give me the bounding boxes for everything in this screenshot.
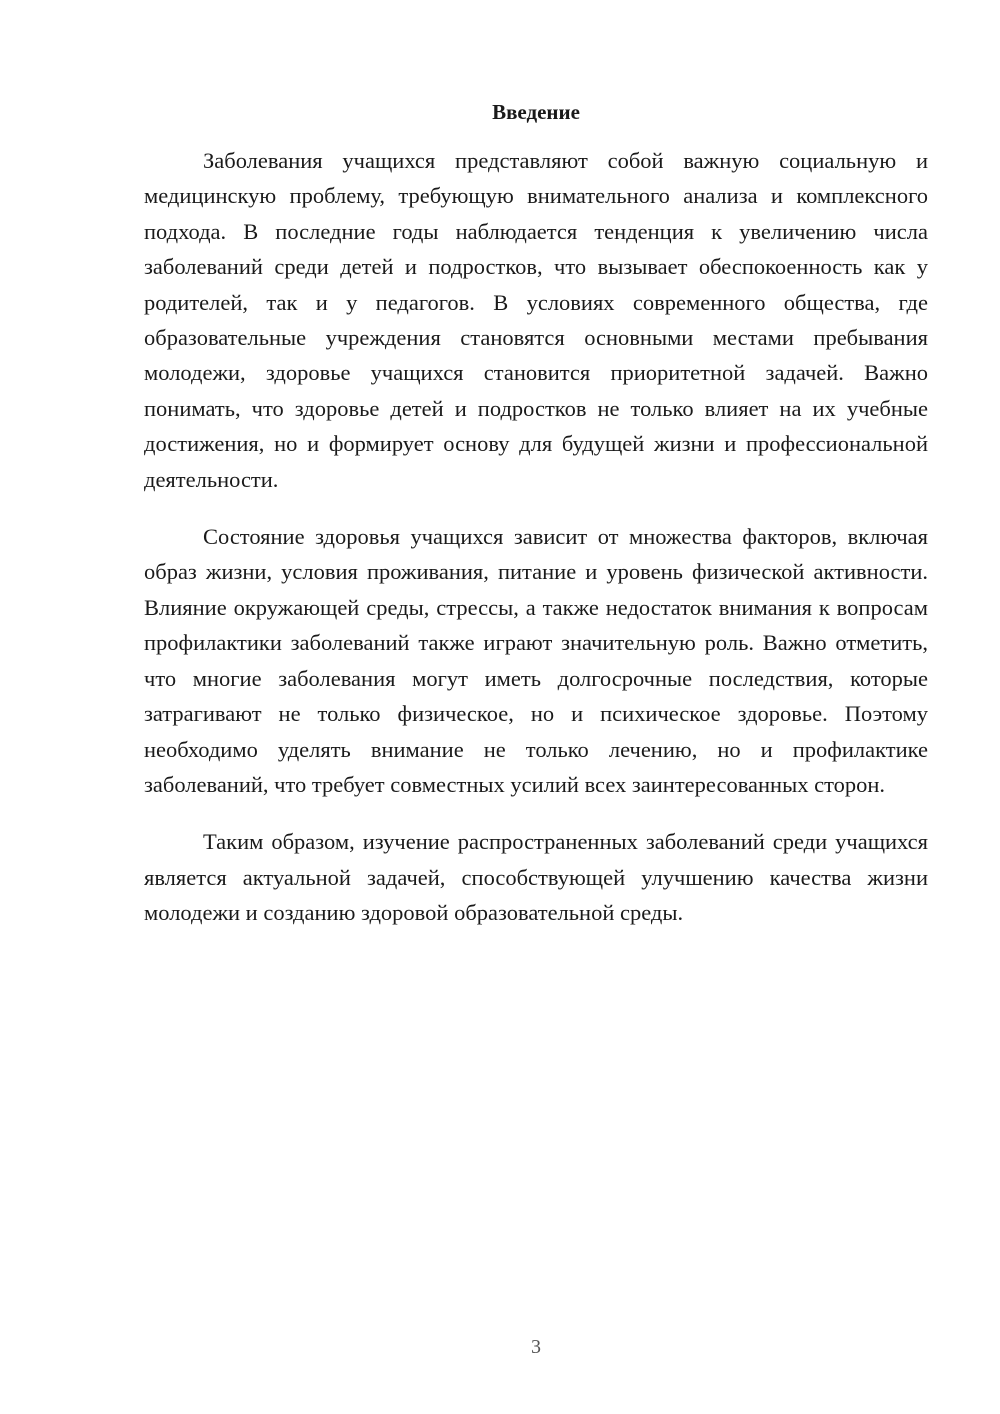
paragraph-1: Заболевания учащихся представляют собой важную социальную и медицинскую проблему, требующую внимательного анализа и комплексного подхода. В последние годы наблюдается тенденция к увеличению числа заболеваний среди детей и подростков, что вызывает обеспокоенность как у родителей, так и у педагогов. В условиях современного общества, где образовательные учреждения становятся основными местами пребывания молодежи, здоровье учащихся становится приоритетной задачей. Важно понимать, что здоровье детей и подростков не только влияет на их учебные достижения, но и формирует основу для будущей жизни и профессиональной деятельности.	[144, 148, 928, 492]
page-title: Введение	[492, 100, 580, 124]
page-number: 3	[531, 1336, 541, 1358]
paragraph-3: Таким образом, изучение распространенных заболеваний среди учащихся является актуальной задачей, способствующей улучшению качества жизни молодежи и созданию здоровой образовательной среды.	[144, 829, 928, 926]
paragraph-2: Состояние здоровья учащихся зависит от множества факторов, включая образ жизни, условия проживания, питание и уровень физической активности. Влияние окружающей среды, стрессы, а также недостаток внимания к вопросам профилактики заболеваний также играют значительную роль. Важно отметить, что многие заболевания могут иметь долгосрочные последствия, которые затрагивают не только физическое, но и психическое здоровье. Поэтому необходимо уделять внимание не только лечению, но и профилактике заболеваний, что требует совместных усилий всех заинтересованных сторон.	[144, 524, 928, 797]
body-text	[144, 143, 928, 953]
